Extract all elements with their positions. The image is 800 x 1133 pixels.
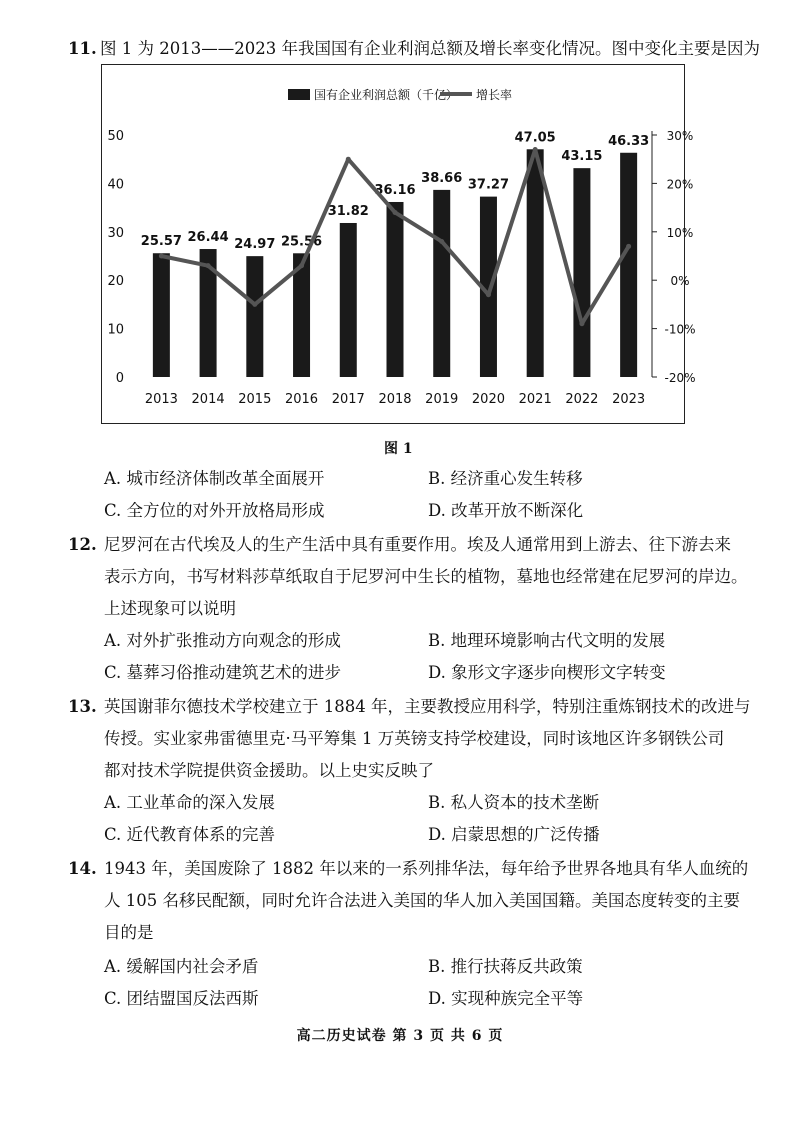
option-text: 缓解国内社会矛盾 xyxy=(126,957,259,976)
x-tick-label: 2017 xyxy=(331,392,365,407)
x-tick-label: 2021 xyxy=(518,392,552,407)
right-tick-label: 0% xyxy=(670,274,690,289)
option-label: C. xyxy=(104,501,122,520)
q13-line-1: 英国谢菲尔德技术学校建立于 1884 年，主要教授应用科学，特别注重炼钢技术的改进与 xyxy=(104,697,751,716)
option-label: D. xyxy=(428,501,446,520)
q14-option-d[interactable] xyxy=(428,988,583,1010)
legend-bar-swatch xyxy=(288,89,310,100)
option-text: 团结盟国反法西斯 xyxy=(126,989,259,1008)
x-tick-label: 2022 xyxy=(565,392,599,407)
x-tick-label: 2019 xyxy=(425,392,459,407)
option-text: 经济重心发生转移 xyxy=(450,469,583,488)
option-text: 实现种族完全平等 xyxy=(451,989,584,1008)
growth-rate-point xyxy=(626,244,631,249)
left-tick-label: 30 xyxy=(107,225,124,241)
growth-rate-point xyxy=(439,239,444,244)
q14-number: 14. xyxy=(68,859,97,878)
figure-caption: 图 1 xyxy=(384,441,413,457)
option-text: 近代教育体系的完善 xyxy=(126,825,276,844)
bar-2019 xyxy=(433,190,450,377)
bar-2023 xyxy=(620,153,637,377)
option-text: 象形文字逐步向楔形文字转变 xyxy=(451,663,666,682)
q13-line-2: 传授。实业家弗雷德里克·马平筹集 1 万英镑支持学校建设，同时该地区许多钢铁公司 xyxy=(104,729,725,748)
q14-line-3: 目的是 xyxy=(104,923,154,942)
right-tick-label: -10% xyxy=(664,322,696,337)
option-text: 私人资本的技术垄断 xyxy=(450,793,600,812)
option-text: 启蒙思想的广泛传播 xyxy=(451,825,600,844)
growth-rate-point xyxy=(252,302,257,307)
option-label: A. xyxy=(104,631,122,650)
option-label: A. xyxy=(104,793,122,812)
option-label: B. xyxy=(428,957,446,976)
growth-rate-point xyxy=(533,147,538,152)
page-footer: 高二历史试卷 第 3 页 共 6 页 xyxy=(296,1028,504,1044)
option-label: D. xyxy=(428,825,446,844)
left-tick-label: 20 xyxy=(107,274,124,290)
q14-option-b[interactable] xyxy=(428,956,583,978)
x-tick-label: 2015 xyxy=(238,392,272,407)
option-label: C. xyxy=(104,989,122,1008)
bar-2022 xyxy=(573,168,590,377)
option-text: 地理环境影响古代文明的发展 xyxy=(450,631,666,650)
option-text: 墓葬习俗推动建筑艺术的进步 xyxy=(126,663,342,682)
option-label: C. xyxy=(104,663,122,682)
bar-2017 xyxy=(340,223,357,377)
growth-rate-point xyxy=(486,292,491,297)
bar-value-label: 31.82 xyxy=(327,203,369,219)
legend-bar-label: 国有企业利润总额（千亿） xyxy=(314,88,459,102)
right-tick-label: 30% xyxy=(666,129,694,143)
option-label: A. xyxy=(104,469,122,488)
q12-option-b[interactable] xyxy=(428,630,665,652)
growth-rate-point xyxy=(346,157,351,162)
growth-rate-point xyxy=(206,263,211,268)
bar-value-label: 47.05 xyxy=(514,130,556,146)
q13-option-b[interactable] xyxy=(428,792,599,814)
bar-2015 xyxy=(246,256,263,377)
q12-number: 12. xyxy=(68,535,97,554)
bar-value-label: 38.66 xyxy=(421,170,463,186)
option-label: C. xyxy=(104,825,122,844)
left-tick-label: 10 xyxy=(107,322,124,338)
x-tick-label: 2014 xyxy=(191,392,225,407)
left-tick-label: 50 xyxy=(107,129,124,144)
q13-option-c[interactable] xyxy=(104,824,275,846)
profit-growth-chart xyxy=(102,65,696,422)
q12-line-3: 上述现象可以说明 xyxy=(104,599,236,618)
bar-value-label: 43.15 xyxy=(561,149,603,165)
option-label: B. xyxy=(428,469,446,488)
q14-option-a[interactable] xyxy=(104,956,258,978)
bar-value-label: 37.27 xyxy=(467,177,510,193)
x-tick-label: 2020 xyxy=(471,392,506,407)
option-label: D. xyxy=(428,989,446,1008)
q11-option-c[interactable] xyxy=(104,500,325,522)
bar-value-label: 25.57 xyxy=(140,234,182,250)
x-tick-label: 2023 xyxy=(612,392,646,407)
q14-line-1: 1943 年，美国废除了 1882 年以来的一系列排华法，每年给予世界各地具有华人血统的 xyxy=(104,859,749,878)
bar-value-label: 36.16 xyxy=(374,182,416,198)
option-label: B. xyxy=(428,793,446,812)
right-tick-label: 20% xyxy=(666,177,694,192)
growth-rate-point xyxy=(579,321,584,326)
growth-rate-point xyxy=(159,254,164,259)
q12-option-c[interactable] xyxy=(104,662,341,684)
x-tick-label: 2016 xyxy=(284,392,319,407)
right-tick-label: -20% xyxy=(664,371,696,385)
left-tick-label: 40 xyxy=(107,177,124,193)
q12-option-d[interactable] xyxy=(428,662,666,684)
growth-rate-point xyxy=(299,263,304,268)
q11-number: 11. xyxy=(68,39,97,58)
chart-frame xyxy=(101,64,696,424)
right-tick-label: 10% xyxy=(666,225,694,240)
bar-2013 xyxy=(153,253,170,377)
q12-option-a[interactable] xyxy=(104,630,341,652)
q11-option-a[interactable] xyxy=(104,468,324,490)
q13-line-3: 都对技术学院提供资金援助。以上史实反映了 xyxy=(104,761,434,780)
q12-line-2: 表示方向，书写材料莎草纸取自于尼罗河中生长的植物，墓地也经常建在尼罗河的岸边。 xyxy=(104,567,748,586)
q13-option-a[interactable] xyxy=(104,792,275,814)
x-tick-label: 2013 xyxy=(144,392,178,407)
bar-2021 xyxy=(527,149,544,377)
q11-stem: 图 1 为 2013——2023 年我国国有企业利润总额及增长率变化情况。图中变化主要是因为 xyxy=(100,39,760,58)
option-text: 改革开放不断深化 xyxy=(451,501,584,520)
option-label: B. xyxy=(428,631,446,650)
legend-line-label: 增长率 xyxy=(476,88,513,102)
q11-option-b[interactable] xyxy=(428,468,583,490)
bar-value-label: 26.44 xyxy=(187,230,229,246)
option-label: A. xyxy=(104,957,122,976)
option-label: D. xyxy=(428,663,446,682)
option-text: 城市经济体制改革全面展开 xyxy=(126,469,325,488)
left-tick-label: 0 xyxy=(115,371,124,386)
q14-line-2: 人 105 名移民配额，同时允许合法进入美国的华人加入美国国籍。美国态度转变的主要 xyxy=(104,891,740,910)
q11-option-d[interactable] xyxy=(428,500,583,522)
q12-line-1: 尼罗河在古代埃及人的生产生活中具有重要作用。埃及人通常用到上游去、往下游去来 xyxy=(104,535,731,554)
bar-value-label: 25.56 xyxy=(280,234,323,250)
option-text: 工业革命的深入发展 xyxy=(126,793,275,812)
option-text: 全方位的对外开放格局形成 xyxy=(126,501,325,520)
bar-2018 xyxy=(387,202,404,377)
growth-rate-point xyxy=(393,210,398,215)
bar-value-label: 24.97 xyxy=(234,237,276,253)
option-text: 推行扶蒋反共政策 xyxy=(450,957,583,976)
bar-value-label: 46.33 xyxy=(608,133,650,149)
q13-number: 13. xyxy=(68,697,97,716)
q13-option-d[interactable] xyxy=(428,824,600,846)
option-text: 对外扩张推动方向观念的形成 xyxy=(126,631,341,650)
x-tick-label: 2018 xyxy=(378,392,412,407)
q14-option-c[interactable] xyxy=(104,988,259,1010)
